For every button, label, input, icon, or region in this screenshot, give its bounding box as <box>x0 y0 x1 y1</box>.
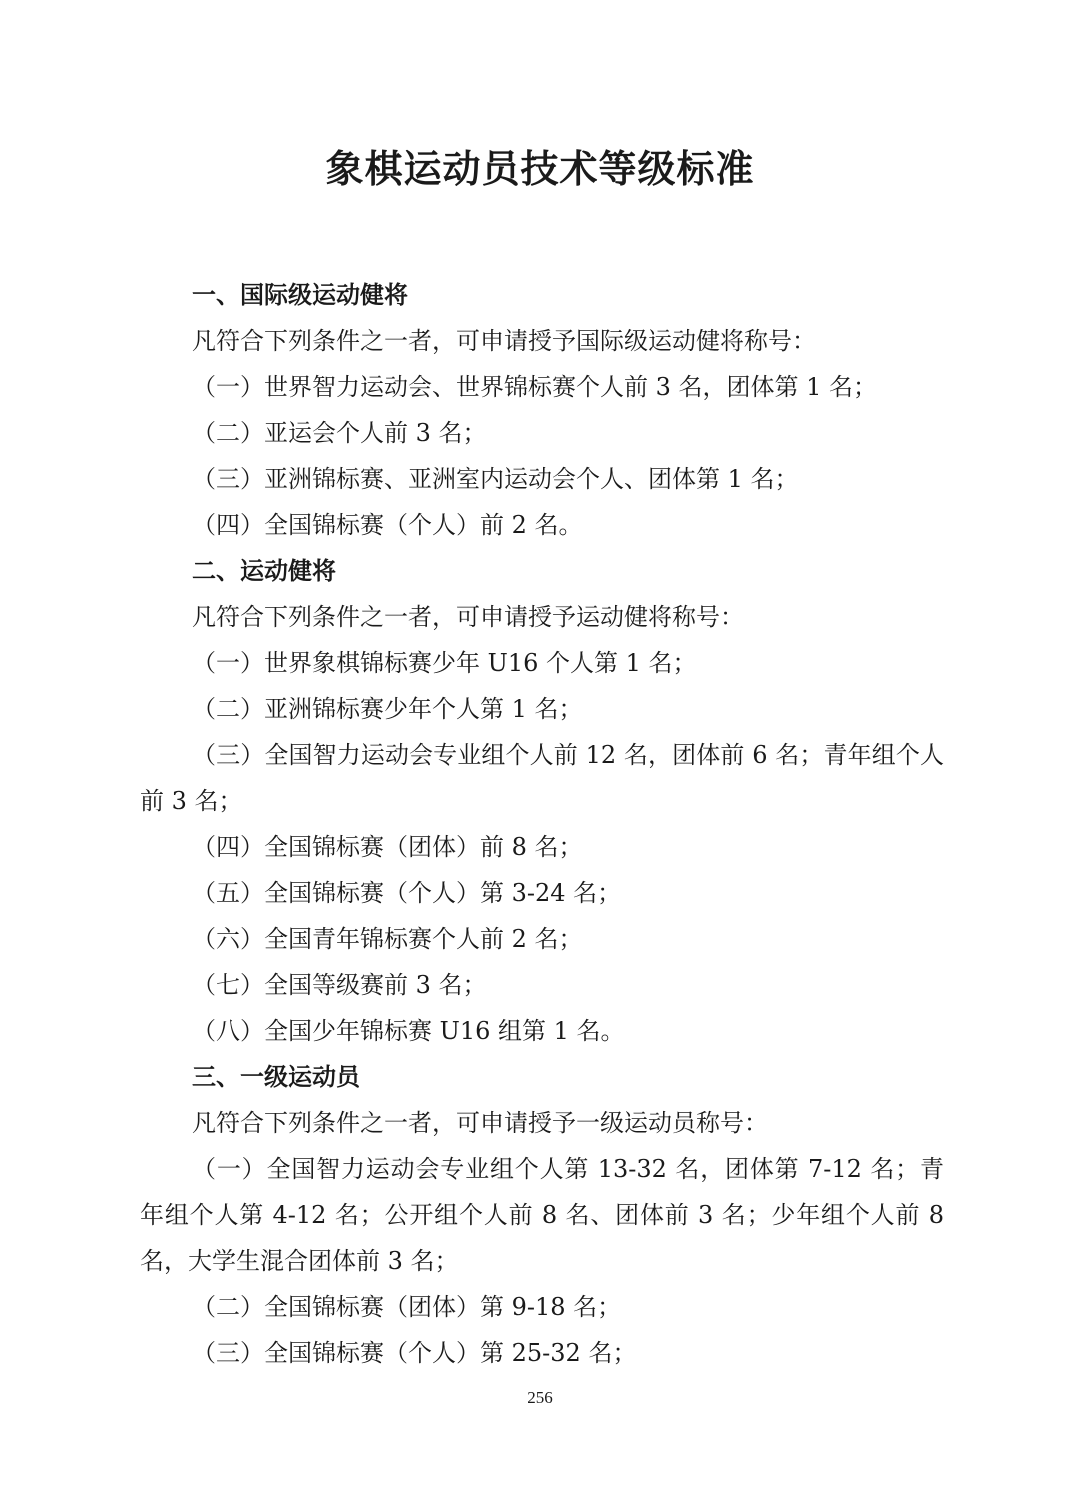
list-item: （八）全国少年锦标赛 U16 组第 1 名。 <box>192 1017 625 1045</box>
list-item: （一）世界智力运动会、世界锦标赛个人前 3 名，团体第 1 名； <box>192 373 878 401</box>
section-heading-first-class-athlete: 三、一级运动员 <box>192 1063 360 1091</box>
list-item: （一）世界象棋锦标赛少年 U16 个人第 1 名； <box>192 649 697 677</box>
list-item: （二）全国锦标赛（团体）第 9-18 名； <box>192 1293 622 1321</box>
section-intro: 凡符合下列条件之一者，可申请授予运动健将称号： <box>192 603 744 631</box>
list-item: （三）亚洲锦标赛、亚洲室内运动会个人、团体第 1 名； <box>192 465 799 493</box>
list-item: （二）亚运会个人前 3 名； <box>192 419 487 447</box>
page-number: 256 <box>527 1388 553 1407</box>
list-item: （六）全国青年锦标赛个人前 2 名； <box>192 925 583 953</box>
list-item: （二）亚洲锦标赛少年个人第 1 名； <box>192 695 583 723</box>
list-item: （五）全国锦标赛（个人）第 3-24 名； <box>192 879 622 907</box>
list-item: （一）全国智力运动会专业组个人第 13-32 名，团体第 7-12 名；青年组个人第 4-12 名；公开组个人前 8 名、团体前 3 名；少年组个人前 8 名，大学生混合团体前 3 名； <box>140 1155 944 1275</box>
list-item: （三）全国锦标赛（个人）第 25-32 名； <box>192 1339 637 1367</box>
section-heading-master-of-sport: 二、运动健将 <box>192 557 336 585</box>
list-item: （七）全国等级赛前 3 名； <box>192 971 487 999</box>
document-body <box>140 272 944 1376</box>
list-item: （四）全国锦标赛（团体）前 8 名； <box>192 833 583 861</box>
section-intro: 凡符合下列条件之一者，可申请授予一级运动员称号： <box>192 1109 768 1137</box>
document-title: 象棋运动员技术等级标准 <box>325 146 755 191</box>
list-item: （四）全国锦标赛（个人）前 2 名。 <box>192 511 583 539</box>
section-heading-international-master: 一、国际级运动健将 <box>192 281 408 309</box>
section-intro: 凡符合下列条件之一者，可申请授予国际级运动健将称号： <box>192 327 816 355</box>
list-item: （三）全国智力运动会专业组个人前 12 名，团体前 6 名；青年组个人前 3 名； <box>140 741 944 815</box>
